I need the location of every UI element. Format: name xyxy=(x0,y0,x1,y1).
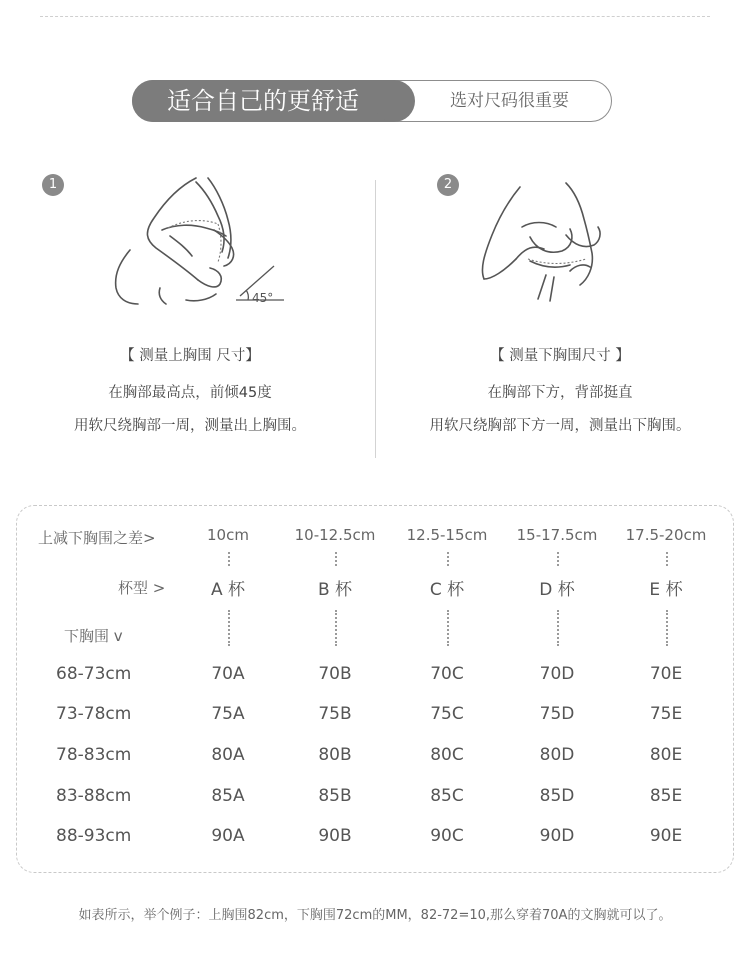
size-value: 70C xyxy=(430,664,464,684)
dotted-connector xyxy=(557,552,559,566)
size-value: 90A xyxy=(211,826,245,846)
step-2-number: 2 xyxy=(437,174,459,196)
measure-upper-bust-illustration xyxy=(100,170,300,310)
underbust-range: 88-93cm xyxy=(56,826,132,846)
underbust-range: 83-88cm xyxy=(56,786,132,806)
size-value: 80C xyxy=(430,745,464,765)
step-1-title: 【 测量上胸围 尺寸】 xyxy=(120,348,260,364)
size-value: 85E xyxy=(649,786,683,806)
size-value: 75B xyxy=(318,704,352,724)
example-footnote: 如表所示，举个例子：上胸围82cm，下胸围72cm的MM，82-72=10,那么穿着70A的文胸就可以了。 xyxy=(78,908,672,923)
step-1-line1: 在胸部最高点，前倾45度 xyxy=(108,385,272,401)
diff-row-label: 上减下胸围之差> xyxy=(38,529,156,547)
step-2-line1: 在胸部下方，背部挺直 xyxy=(487,385,633,401)
angle-label: 45° xyxy=(252,291,274,305)
dotted-connector xyxy=(228,610,230,646)
size-value: 70A xyxy=(211,664,245,684)
cup-value: B 杯 xyxy=(317,580,353,600)
cup-value: D 杯 xyxy=(539,580,575,600)
diff-value: 12.5-15cm xyxy=(406,526,488,544)
step-2-line2: 用软尺绕胸部下方一周，测量出下胸围。 xyxy=(429,418,691,434)
step-1-number: 1 xyxy=(42,174,64,196)
top-divider xyxy=(40,16,710,17)
size-value: 85A xyxy=(211,786,245,806)
size-value: 75C xyxy=(430,704,464,724)
size-value: 75E xyxy=(649,704,683,724)
size-value: 90E xyxy=(649,826,683,846)
cup-value: E 杯 xyxy=(649,580,683,600)
dotted-connector xyxy=(666,610,668,646)
step-2-caption xyxy=(390,344,730,447)
size-value: 70E xyxy=(649,664,683,684)
size-value: 75D xyxy=(539,704,575,724)
cup-row-label: 杯型 > xyxy=(118,579,166,597)
size-value: 90C xyxy=(430,826,464,846)
dotted-connector xyxy=(335,610,337,646)
size-value: 80B xyxy=(318,745,352,765)
underbust-range: 68-73cm xyxy=(56,664,132,684)
dotted-connector xyxy=(557,610,559,646)
size-value: 85C xyxy=(430,786,464,806)
steps-divider xyxy=(375,180,376,458)
step-1-line2: 用软尺绕胸部一周，测量出上胸围。 xyxy=(74,418,306,434)
size-chart-table xyxy=(16,505,734,873)
size-value: 75A xyxy=(211,704,245,724)
title-banner xyxy=(132,80,612,122)
size-value: 85D xyxy=(539,786,575,806)
dotted-connector xyxy=(447,610,449,646)
size-value: 80A xyxy=(211,745,245,765)
dotted-connector xyxy=(228,552,230,566)
dotted-connector xyxy=(666,552,668,566)
size-value: 85B xyxy=(318,786,352,806)
diff-value: 15-17.5cm xyxy=(516,526,598,544)
diff-value: 17.5-20cm xyxy=(625,526,707,544)
size-value: 80E xyxy=(649,745,683,765)
diff-value: 10cm xyxy=(207,526,249,544)
measure-lower-bust-illustration xyxy=(470,175,630,305)
diff-value: 10-12.5cm xyxy=(294,526,376,544)
size-value: 80D xyxy=(539,745,575,765)
size-value: 70D xyxy=(539,664,575,684)
step-1-caption xyxy=(20,344,360,447)
underbust-column-label: 下胸围 v xyxy=(64,627,123,645)
banner-subtitle: 选对尺码很重要 xyxy=(450,91,569,111)
step-2-title: 【 测量下胸围尺寸 】 xyxy=(490,348,630,364)
size-value: 90D xyxy=(539,826,575,846)
cup-value: A 杯 xyxy=(210,580,246,600)
size-value: 90B xyxy=(318,826,352,846)
banner-title: 适合自己的更舒适 xyxy=(132,80,394,122)
size-value: 70B xyxy=(318,664,352,684)
cup-value: C 杯 xyxy=(429,580,465,600)
underbust-range: 73-78cm xyxy=(56,704,132,724)
underbust-range: 78-83cm xyxy=(56,745,132,765)
dotted-connector xyxy=(447,552,449,566)
dotted-connector xyxy=(335,552,337,566)
